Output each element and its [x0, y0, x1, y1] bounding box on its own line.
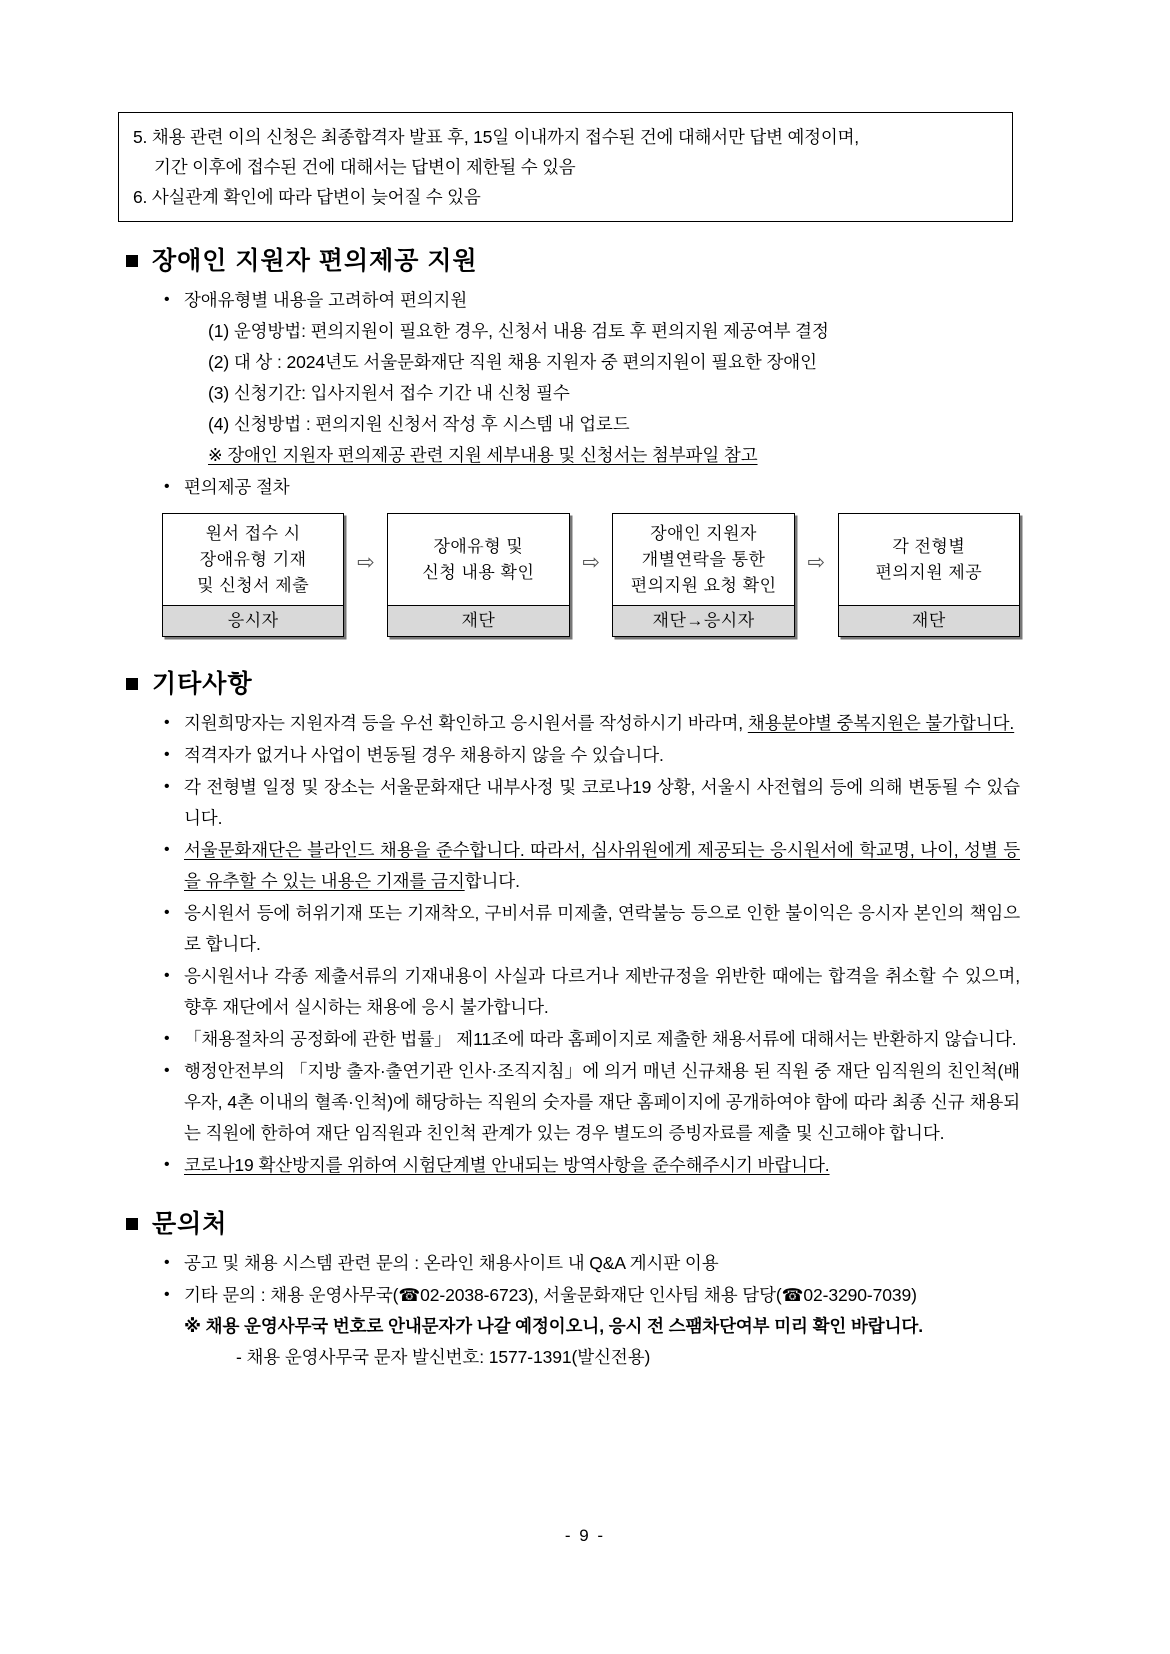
notice-box: [118, 112, 1013, 222]
flow-step-line: 각 전형별: [892, 537, 966, 556]
flow-step-line: 장애유형 및: [433, 537, 524, 556]
flow-step-1: [162, 513, 344, 637]
list-item: • 서울문화재단은 블라인드 채용을 준수합니다. 따라서, 심사위원에게 제공되는 응시원서에 학교명, 나이, 성별 등을 유추할 수 있는 내용은 기재를 금지합니다.: [162, 835, 1020, 897]
section-heading: [126, 667, 1020, 701]
page-number: - 9 -: [564, 1526, 606, 1545]
bullet-square-icon: [126, 678, 138, 690]
list-item: [162, 1248, 1020, 1279]
section-title: 기타사항: [152, 670, 253, 698]
list-item: • 「채용절차의 공정화에 관한 법률」 제11조에 따라 홈페이지로 제출한 채용서류에 대해서는 반환하지 않습니다.: [162, 1024, 1020, 1055]
flow-step-2: [387, 513, 569, 637]
list-item: • 각 전형별 일정 및 장소는 서울문화재단 내부사정 및 코로나19 상황, 서울시 사전협의 등에 의해 변동될 수 있습니다.: [162, 772, 1020, 834]
support-attachment-note: ※ 장애인 지원자 편의제공 관련 지원 세부내용 및 신청서는 첨부파일 참고: [208, 445, 758, 465]
support-sub-3: (3) 신청기간: 입사지원서 접수 기간 내 신청 필수: [208, 383, 570, 403]
flow-arrow-icon: ⇨: [582, 550, 600, 574]
flow-step-line: 편의지원 제공: [875, 563, 983, 582]
flow-step-4: [838, 513, 1020, 637]
flow-step-actor: 재단: [388, 605, 568, 636]
section-title: 장애인 지원자 편의제공 지원: [152, 247, 478, 275]
list-item: • 응시원서 등에 허위기재 또는 기재착오, 구비서류 미제출, 연락불능 등으로 인한 불이익은 응시자 본인의 책임으로 합니다.: [162, 898, 1020, 960]
support-bullet-2-text: 편의제공 절차: [184, 477, 290, 497]
section-disability-support: [118, 244, 1020, 637]
flow-step-body: [163, 514, 343, 605]
support-sub-4: (4) 신청방법 : 편의지원 신청서 작성 후 시스템 내 업로드: [208, 414, 630, 434]
support-bullet-1-text: 장애유형별 내용을 고려하여 편의지원: [184, 290, 468, 310]
contact-sms-note: ※ 채용 운영사무국 번호로 안내문자가 나갈 예정이오니, 응시 전 스팸차단여부 미리 확인 바랍니다.: [184, 1316, 923, 1336]
flow-step-line: 개별연락을 통한: [641, 550, 766, 569]
flow-step-actor: 응시자: [163, 605, 343, 636]
list-item: [162, 472, 1020, 503]
support-sub-1: (1) 운영방법: 편의지원이 필요한 경우, 신청서 내용 검토 후 편의지원 제공여부 결정: [208, 321, 829, 341]
list-item: • 응시원서나 각종 제출서류의 기재내용이 사실과 다르거나 제반규정을 위반한 때에는 합격을 취소할 수 있으며, 향후 재단에서 실시하는 채용에 응시 불가합니다.: [162, 961, 1020, 1023]
flow-arrow-icon: ⇨: [356, 550, 375, 574]
bullet-square-icon: [126, 255, 138, 267]
notice-line-5-cont: 기간 이후에 접수된 건에 대해서는 답변이 제한될 수 있음: [154, 157, 576, 177]
list-item: • 행정안전부의 「지방 출자·출연기관 인사·조직지침」에 의거 매년 신규채용 된 직원 중 재단 임직원의 친인척(배우자, 4촌 이내의 혈족·인척)에 해당하는 직원의 숫자를 재단 홈페이지에 공개하여야 함에 따라 최종 신규 채용되는 직원에 한하여 재단 임직원과 친인척 관계가 있는 경우 별도의 증빙자료를 제출 및 신고해야 합니다.: [162, 1056, 1020, 1149]
flow-arrow-icon: ⇨: [807, 550, 826, 574]
support-sub-2: (2) 대 상 : 2024년도 서울문화재단 직원 채용 지원자 중 편의지원이 필요한 장애인: [208, 352, 817, 372]
section-contact: [118, 1207, 1020, 1373]
flow-step-line: 신청 내용 확인: [422, 563, 535, 582]
support-list: [118, 285, 1020, 503]
section-heading: [126, 1207, 1020, 1241]
flow-step-line: 및 신청서 제출: [197, 576, 310, 595]
list-item: • 적격자가 없거나 사업이 변동될 경우 채용하지 않을 수 있습니다.: [162, 740, 1020, 771]
list-item: [162, 285, 1020, 471]
flow-step-actor: 재단→응시자: [613, 605, 793, 636]
flow-step-3: [612, 513, 794, 637]
contact-list: [118, 1248, 1020, 1373]
section-heading: [126, 244, 1020, 278]
section-title: 문의처: [152, 1210, 228, 1238]
flow-step-line: 장애유형 기재: [199, 550, 307, 569]
misc-list: [118, 708, 1020, 1181]
bullet-square-icon: [126, 1218, 138, 1230]
section-misc: [118, 667, 1020, 1181]
flow-step-body: [388, 514, 568, 605]
flow-step-line: 장애인 지원자: [650, 524, 757, 543]
contact-inquiry-system: 공고 및 채용 시스템 관련 문의 : 온라인 채용사이트 내 Q&A 게시판 이용: [184, 1253, 719, 1273]
support-process-flowchart: [162, 513, 1020, 637]
notice-line-6: 6. 사실관계 확인에 따라 답변이 늦어질 수 있음: [133, 187, 481, 207]
notice-line-5: 5. 채용 관련 이의 신청은 최종합격자 발표 후, 15일 이내까지 접수된 건에 대해서만 답변 예정이며,: [133, 127, 859, 147]
contact-sms-number: - 채용 운영사무국 문자 발신번호: 1577-1391(발신전용): [236, 1347, 651, 1367]
flow-step-line: 원서 접수 시: [205, 524, 301, 543]
list-item: • 코로나19 확산방지를 위하여 시험단계별 안내되는 방역사항을 준수해주시기 바랍니다.: [162, 1150, 1020, 1181]
list-item: • 지원희망자는 지원자격 등을 우선 확인하고 응시원서를 작성하시기 바라며, 채용분야별 중복지원은 불가합니다.: [162, 708, 1020, 739]
flow-step-body: [613, 514, 793, 605]
flow-step-body: [839, 514, 1019, 605]
list-item: [162, 1280, 1020, 1373]
flow-step-line: 편의지원 요청 확인: [630, 576, 777, 595]
flow-step-actor: 재단: [839, 605, 1019, 636]
contact-inquiry-other: 기타 문의 : 채용 운영사무국(☎02-2038-6723), 서울문화재단 인사팀 채용 담당(☎02-3290-7039): [184, 1285, 917, 1305]
